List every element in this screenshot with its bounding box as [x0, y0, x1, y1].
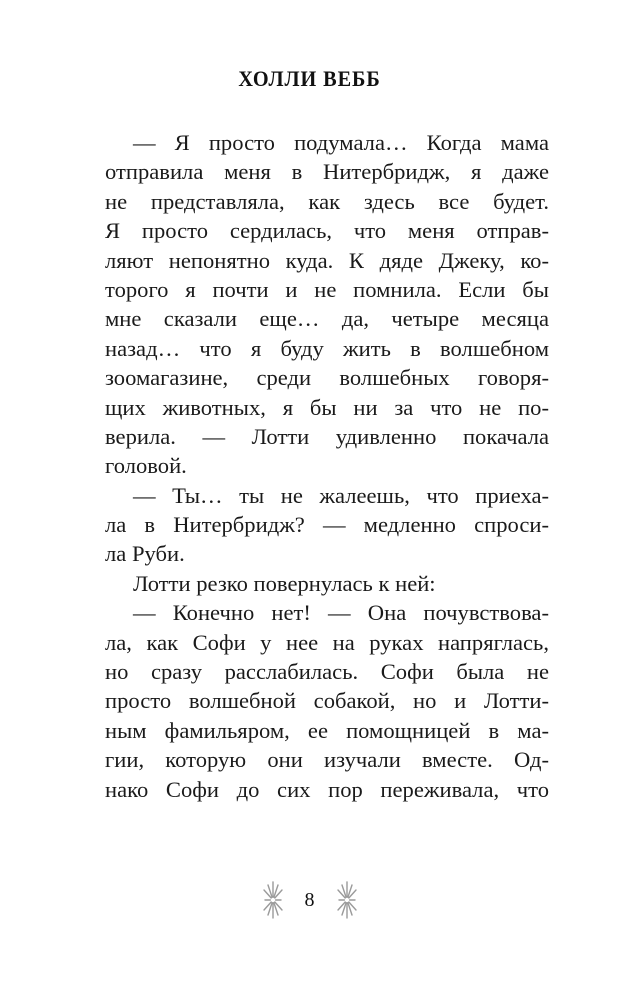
text-line: просто волшебной собакой, но и Лотти- — [105, 688, 549, 714]
text-line: — Конечно нет! — Она почувствова- — [133, 600, 549, 626]
text-line: щих животных, я бы ни за что не по- — [105, 394, 549, 420]
text-line: Лотти резко повернулась к ней: — [133, 570, 436, 596]
text-line: назад… что я буду жить в волшебном — [105, 335, 549, 361]
text-line: нако Софи до сих пор переживала, что — [105, 776, 549, 802]
text-line: ла Руби. — [105, 541, 185, 567]
text-line: ла, как Софи у нее на руках напряглась, — [105, 629, 549, 655]
text-line: ла в Нитербридж? — медленно спроси- — [105, 512, 549, 538]
text-line: зоомагазине, среди волшебных говоря- — [105, 365, 549, 391]
text-line: ляют непонятно куда. К дяде Джеку, ко- — [105, 247, 549, 273]
text-line: торого я почти и не помнила. Если бы — [105, 276, 549, 302]
text-line: гии, которую они изучали вместе. Од- — [105, 747, 549, 773]
star-burst-ornament-icon — [335, 880, 359, 920]
text-line: — Я просто подумала… Когда мама — [133, 130, 549, 155]
text-line: не представляла, как здесь все будет. — [105, 188, 549, 214]
text-line: мне сказали еще… да, четыре месяца — [105, 306, 549, 332]
text-line: ным фамильяром, ее помощницей в ма- — [105, 717, 549, 743]
text-line: Я просто сердилась, что меня отправ- — [105, 218, 549, 244]
text-line: головой. — [105, 453, 187, 479]
page-body-text — [105, 128, 549, 804]
text-line: но сразу расслабилась. Софи была не — [105, 659, 549, 685]
running-header: ХОЛЛИ ВЕББ — [238, 66, 381, 91]
text-line: отправила меня в Нитербридж, я даже — [105, 159, 549, 185]
page-footer — [0, 880, 619, 920]
text-line: — Ты… ты не жалеешь, что приеха- — [133, 482, 549, 508]
star-burst-ornament-icon — [261, 880, 285, 920]
page-number: 8 — [304, 888, 315, 911]
text-line: верила. — Лотти удивленно покачала — [105, 423, 549, 449]
